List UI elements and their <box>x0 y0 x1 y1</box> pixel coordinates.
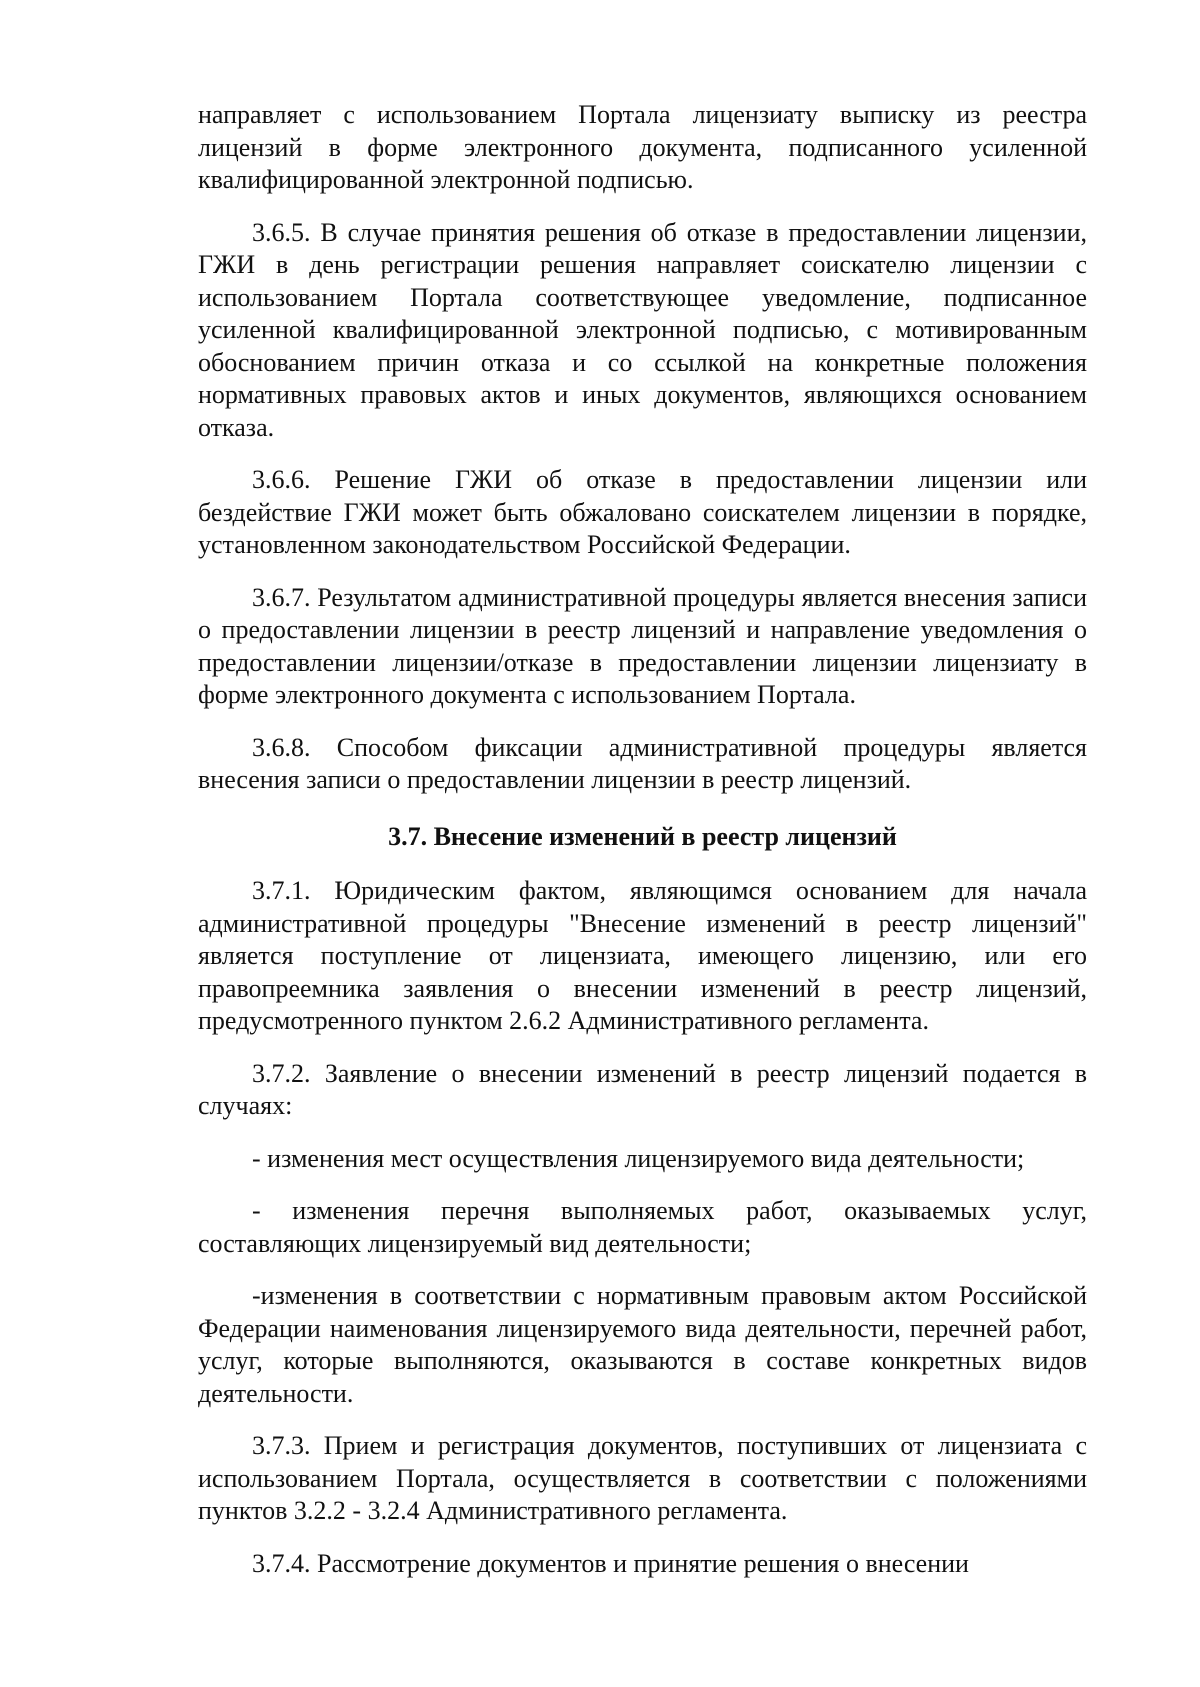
list-item-1: - изменения мест осуществления лицензируемого вида деятельности; <box>252 1143 1025 1173</box>
paragraph-3-6-6: 3.6.6. Решение ГЖИ об отказе в предоставлении лицензии или бездействие ГЖИ может быть обжаловано соискателем лицензии в порядке, установленном законодательством Российской Федерации. <box>198 465 1087 559</box>
list-item-2: - изменения перечня выполняемых работ, оказываемых услуг, составляющих лицензируемый вид деятельности; <box>198 1196 1087 1258</box>
paragraph-3-7-4: 3.7.4. Рассмотрение документов и принятие решения о внесении <box>252 1548 969 1578</box>
paragraph-3-7-3: 3.7.3. Прием и регистрация документов, поступивших от лицензиата с использованием Портала, осуществляется в соответствии с положениями пунктов 3.2.2 - 3.2.4 Административного регламента. <box>198 1431 1087 1525</box>
section-heading-wrap <box>198 817 1087 854</box>
list-item-3: -изменения в соответствии с нормативным правовым актом Российской Федерации наименования лицензируемого вида деятельности, перечней работ, услуг, которые выполняются, оказываются в составе конкретных видов деятельности. <box>198 1281 1087 1408</box>
paragraph-3-7-1: 3.7.1. Юридическим фактом, являющимся основанием для начала административной процедуры "Внесение изменений в реестр лицензий" является поступление от лицензиата, имеющего лицензию, или его правопреемника заявления о внесении изменений в реестр лицензий, предусмотренного пунктом 2.6.2 Административного регламента. <box>198 876 1087 1035</box>
paragraph-3-7-2: 3.7.2. Заявление о внесении изменений в реестр лицензий подается в случаях: <box>198 1058 1087 1120</box>
paragraph-3-6-8: 3.6.8. Способом фиксации административной процедуры является внесения записи о предоставлении лицензии в реестр лицензий. <box>198 732 1087 794</box>
paragraph-3-6-7: 3.6.7. Результатом административной процедуры является внесения записи о предоставлении лицензии в реестр лицензий и направление уведомления о предоставлении лицензии/отказе в предоставлении лицензии лицензиату в форме электронного документа с использованием Портала. <box>198 582 1087 709</box>
paragraph-3-6-5: 3.6.5. В случае принятия решения об отказе в предоставлении лицензии, ГЖИ в день регистрации решения направляет соискателю лицензии с использованием Портала соответствующее уведомление, подписанное усиленной квалифицированной электронной подписью, с мотивированным обоснованием причин отказа и со ссылкой на конкретные положения нормативных правовых актов и иных документов, являющихся основанием отказа. <box>198 217 1087 442</box>
section-heading: 3.7. Внесение изменений в реестр лицензий <box>388 821 897 851</box>
paragraph-continuation: направляет с использованием Портала лицензиату выписку из реестра лицензий в форме электронного документа, подписанного усиленной квалифицированной электронной подписью. <box>198 100 1087 194</box>
